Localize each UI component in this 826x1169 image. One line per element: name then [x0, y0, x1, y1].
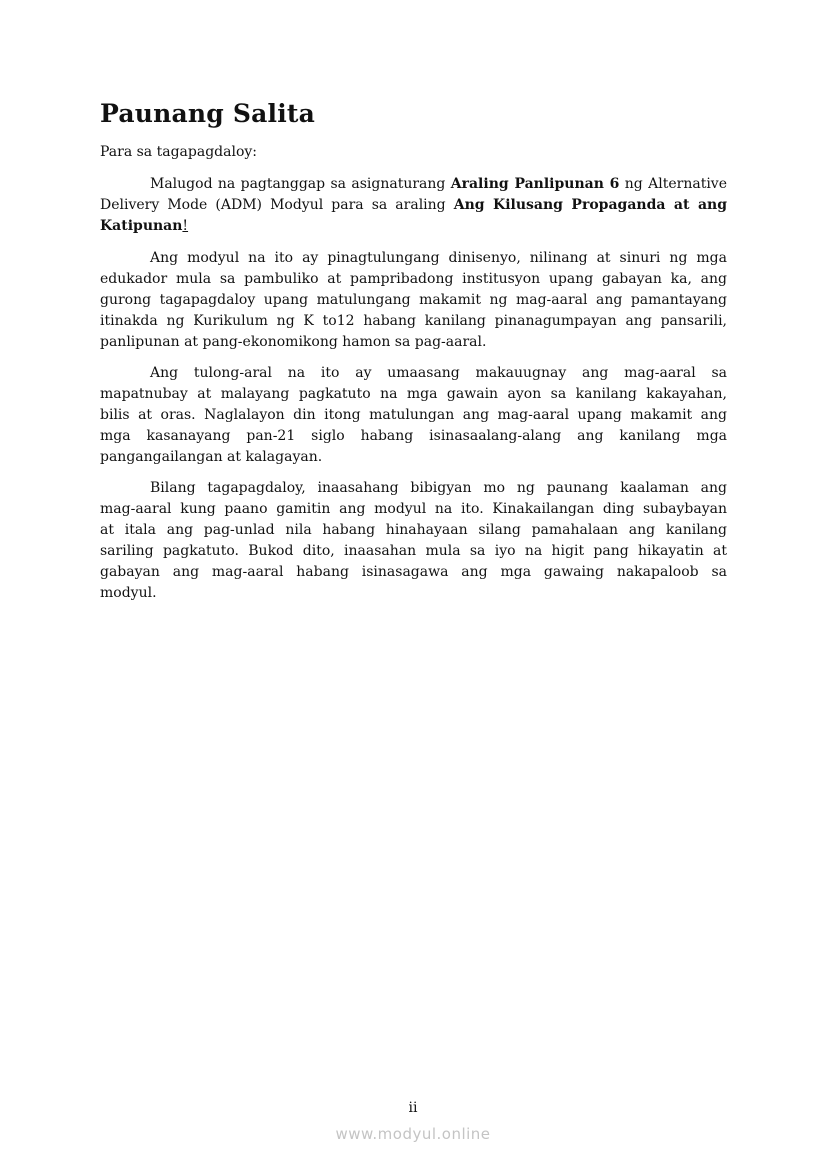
greeting: Para sa tagapagdaloy: [100, 144, 258, 160]
text-segment: gabayan ang mag-aaral habang isinasagawa ang mga gawaing nakapaloob sa [100, 564, 727, 580]
underlined-text: ! [182, 218, 189, 234]
text-line [100, 216, 727, 237]
text-segment: mapatnubay at malayang pagkatuto na mga gawain ayon sa kanilang kakayahan, [100, 386, 727, 402]
paragraph [100, 174, 727, 237]
text-segment: pangangailangan at kalagayan. [100, 449, 323, 465]
text-segment: at itala ang pag-unlad nila habang hinahayaan silang pamahalaan ang kanilang [100, 522, 727, 538]
text-line [100, 478, 727, 499]
text-segment: Malugod na pagtanggap sa asignaturang [150, 176, 451, 192]
text-line [100, 384, 727, 405]
text-segment: Ang modyul na ito ay pinagtulungang dinisenyo, nilinang at sinuri ng mga [150, 250, 727, 266]
paragraph [100, 363, 727, 468]
text-segment: bilis at oras. Naglalayon din itong matulungan ang mag-aaral upang makamit ang [100, 407, 727, 423]
text-segment: mag-aaral kung paano gamitin ang modyul na ito. Kinakailangan ding subaybayan [100, 501, 727, 517]
text-line [100, 405, 727, 426]
text-segment: panlipunan at pang-ekonomikong hamon sa pag-aaral. [100, 334, 487, 350]
text-line [100, 311, 727, 332]
text-segment: gurong tagapagdaloy upang matulungang makamit ng mag-aaral ang pamantayang [100, 292, 727, 308]
text-line [100, 269, 727, 290]
text-line [100, 499, 727, 520]
page-title: Paunang Salita [100, 99, 316, 128]
text-segment: Bilang tagapagdaloy, inaasahang bibigyan mo ng paunang kaalaman ang [150, 480, 727, 496]
text-segment: ng Alternative [619, 176, 727, 192]
text-segment: Delivery Mode (ADM) Modyul para sa araling [100, 197, 454, 213]
bold-text: Araling Panlipunan 6 [450, 176, 620, 192]
paragraph [100, 478, 727, 604]
text-segment: sariling pagkatuto. Bukod dito, inaasahan mula sa iyo na higit pang hikayatin at [100, 543, 727, 559]
text-segment: itinakda ng Kurikulum ng K to12 habang kanilang pinanagumpayan ang pansarili, [100, 313, 727, 329]
watermark: www.modyul.online [335, 1125, 491, 1143]
text-segment: edukador mula sa pambuliko at pampribadong institusyon upang gabayan ka, ang [100, 271, 727, 287]
text-segment: mga kasanayang pan-21 siglo habang isinasaalang-alang ang kanilang mga [100, 428, 727, 444]
bold-text: Ang Kilusang Propaganda at ang [453, 197, 728, 213]
text-line [100, 195, 727, 216]
bold-text: Katipunan [100, 218, 183, 234]
text-segment: Ang tulong-aral na ito ay umaasang makauugnay ang mag-aaral sa [150, 365, 727, 381]
text-line [100, 583, 727, 604]
text-line [100, 562, 727, 583]
page-number: ii [408, 1100, 418, 1116]
text-line [100, 174, 727, 195]
text-line [100, 426, 727, 447]
paragraph [100, 248, 727, 353]
text-line [100, 248, 727, 269]
text-line [100, 447, 727, 468]
text-line [100, 520, 727, 541]
text-line [100, 332, 727, 353]
text-line [100, 290, 727, 311]
text-segment: modyul. [100, 585, 157, 601]
text-line [100, 363, 727, 384]
text-line [100, 541, 727, 562]
